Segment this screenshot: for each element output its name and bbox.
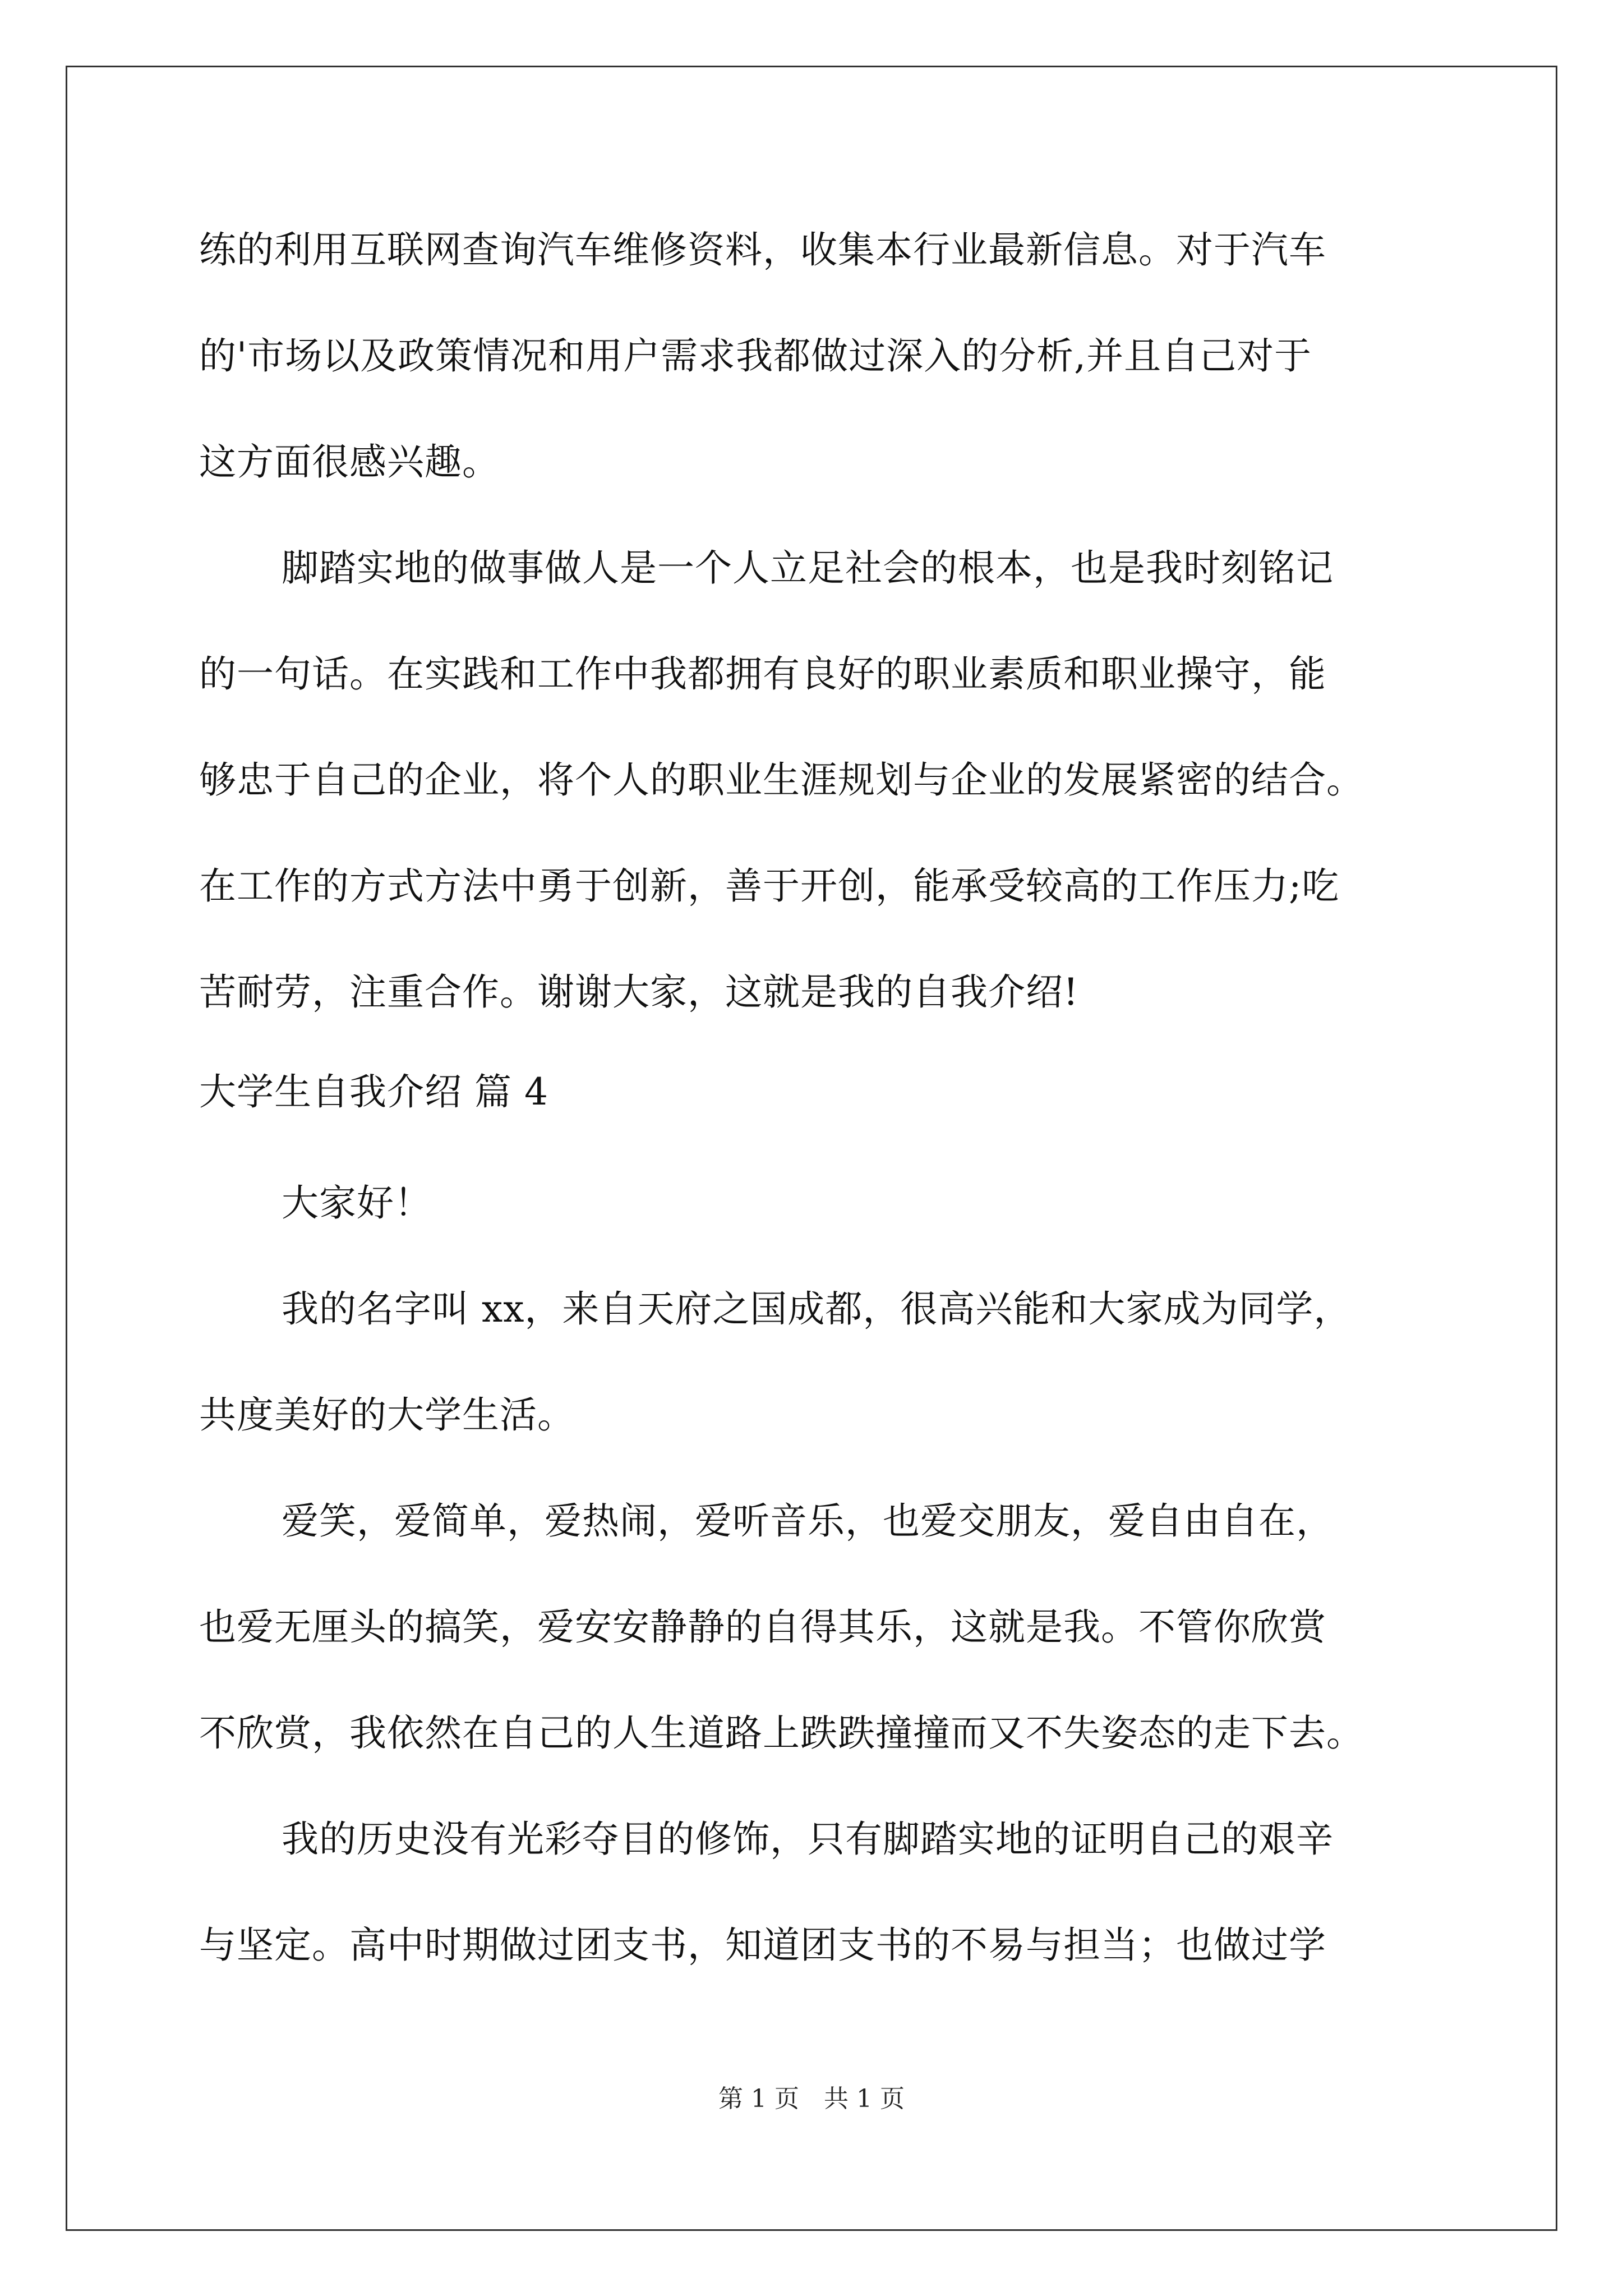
text-line: 苦耐劳，注重合作。谢谢大家，这就是我的自我介绍! <box>199 970 1079 1014</box>
text-line: 练的利用互联网查询汽车维修资料，收集本行业最新信息。对于汽车 <box>199 228 1326 272</box>
paragraph-start-line: 大家好！ <box>282 1181 432 1225</box>
text-line: 在工作的方式方法中勇于创新，善于开创，能承受较高的工作压力;吃 <box>199 864 1340 908</box>
paragraph-start-line: 我的历史没有光彩夺目的修饰，只有脚踏实地的证明自己的艰辛 <box>282 1818 1334 1861</box>
page-border <box>66 66 1557 2231</box>
paragraph-start-line: 我的名字叫 xx，来自天府之国成都，很高兴能和大家成为同学， <box>282 1287 1352 1331</box>
text-line: 的'市场以及政策情况和用户需求我都做过深入的分析,并且自己对于 <box>199 334 1312 378</box>
text-line: 的一句话。在实践和工作中我都拥有良好的职业素质和职业操守，能 <box>199 652 1326 696</box>
section-heading: 大学生自我介绍 篇 4 <box>199 1070 548 1114</box>
text-line: 也爱无厘头的搞笑，爱安安静静的自得其乐，这就是我。不管你欣赏 <box>199 1605 1326 1649</box>
text-line: 这方面很感兴趣。 <box>199 440 500 484</box>
page-footer: 第 1 页 共 1 页 <box>718 2085 905 2113</box>
text-line: 够忠于自己的企业，将个人的职业生涯规划与企业的发展紧密的结合。 <box>199 758 1364 802</box>
paragraph-start-line: 爱笑，爱简单，爱热闹，爱听音乐，也爱交朋友，爱自由自在， <box>282 1499 1334 1543</box>
text-line: 与坚定。高中时期做过团支书，知道团支书的不易与担当；也做过学 <box>199 1924 1326 1967</box>
text-line: 共度美好的大学生活。 <box>199 1393 575 1437</box>
text-line: 不欣赏，我依然在自己的人生道路上跌跌撞撞而又不失姿态的走下去。 <box>199 1711 1364 1755</box>
paragraph-start-line: 脚踏实地的做事做人是一个人立足社会的根本，也是我时刻铭记 <box>282 546 1334 590</box>
